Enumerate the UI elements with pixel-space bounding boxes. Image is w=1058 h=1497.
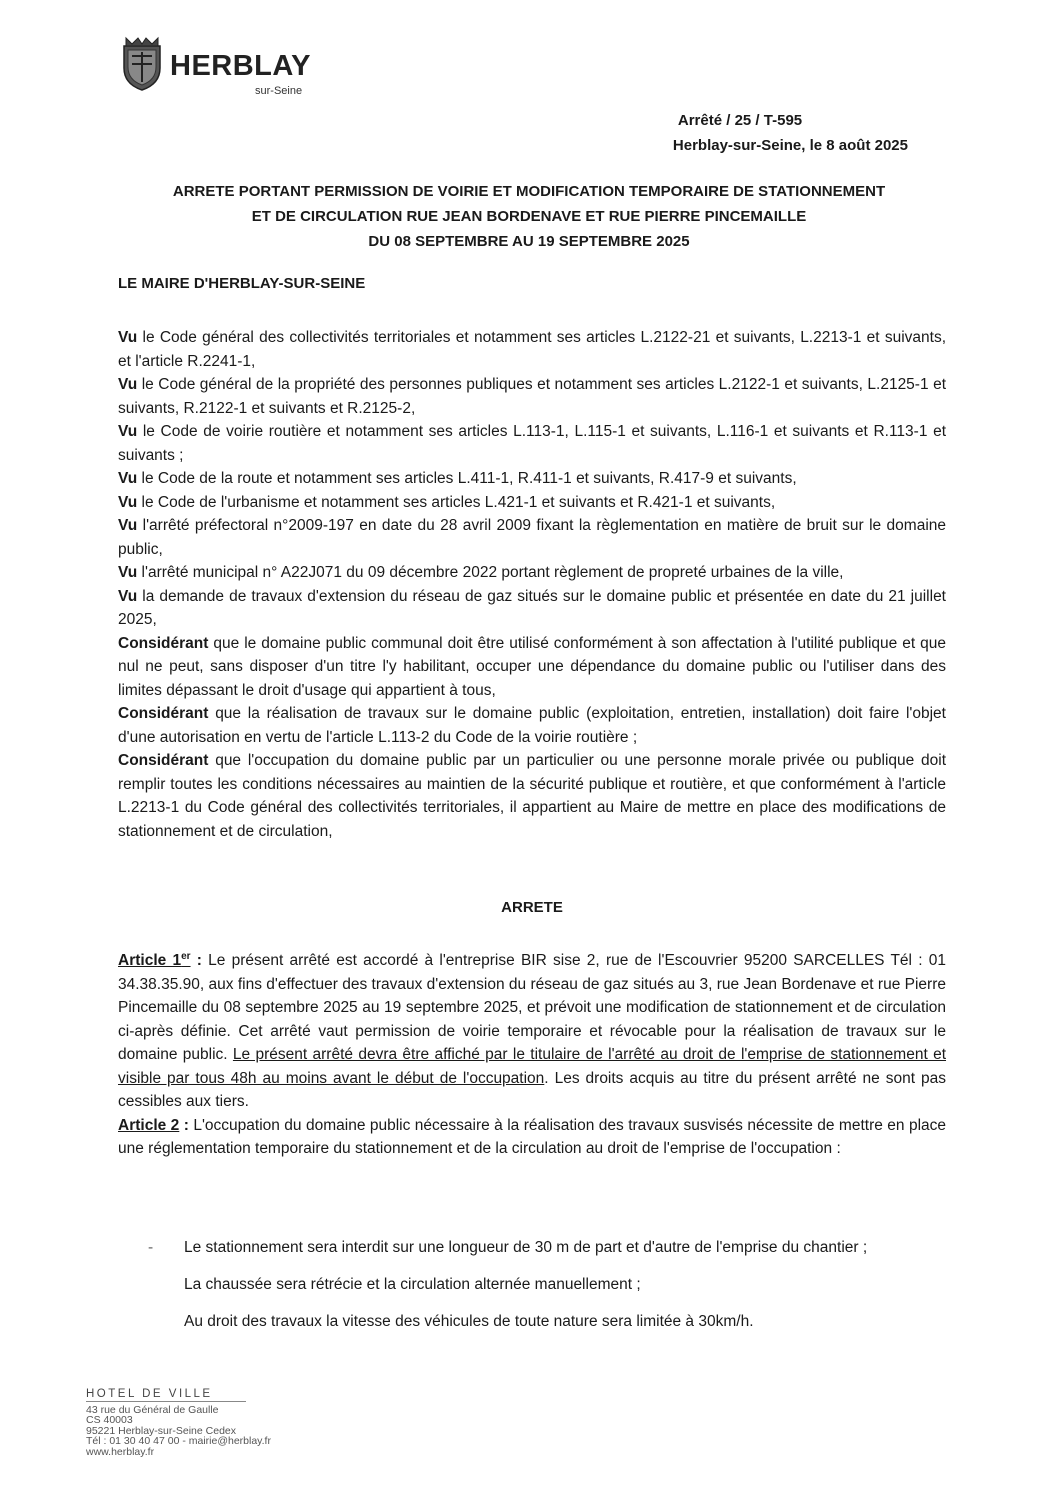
city-coat-of-arms-icon [118, 34, 166, 92]
visa-paragraph: Vu le Code général des collectivités territoriales et notamment ses articles L.2122-21 et suivants, L.2213-1 et suivants, et l'article R.2241-1, [118, 329, 946, 370]
decree-number: Arrêté / 25 / T-595 [677, 112, 803, 129]
consideration-paragraph: Considérant que le domaine public communal doit être utilisé conformément à son affectation à l'utilité publique et que nul ne peut, sans disposer d'un titre l'y habilitant, occuper une dépendance du domaine public ou l'utiliser dans des limites dépassant le droit d'usage qui appartient à tous, [118, 634, 946, 699]
visa-paragraph: Vu le Code de la route et notamment ses articles L.411-1, R.411-1 et suivants, R.417-9 et suivants, [118, 470, 797, 487]
visa-paragraph: Vu l'arrêté préfectoral n°2009-197 en date du 28 avril 2009 fixant la règlementation en matière de bruit sur le domaine public, [118, 517, 946, 558]
list-item: Au droit des travaux la vitesse des véhicules de toute nature sera limitée à 30km/h. [184, 1313, 754, 1330]
place-date: Herblay-sur-Seine, le 8 août 2025 [672, 137, 908, 154]
article-1-label: Article 1er [118, 951, 191, 970]
logo-subtitle: sur-Seine [255, 85, 303, 97]
articles-section [118, 945, 946, 1161]
visa-paragraph: Vu l'arrêté municipal n° A22J071 du 09 décembre 2022 portant règlement de propreté urbaines de la ville, [118, 564, 844, 581]
consideration-paragraph: Considérant que la réalisation de travaux sur le domaine public (exploitation, entretien, installation) doit faire l'objet d'une autorisation en vertu de l'article L.113-2 du Code de la voirie routière ; [118, 705, 946, 746]
city-logo [118, 30, 338, 102]
visas-section [118, 326, 946, 843]
list-item: La chaussée sera rétrécie et la circulation alternée manuellement ; [184, 1276, 641, 1293]
footer-website: www.herblay.fr [86, 1445, 155, 1458]
footer-cs: CS 40003 [86, 1414, 133, 1426]
footer-city: 95221 Herblay-sur-Seine Cedex [86, 1424, 236, 1437]
article-1: Article 1er : Le présent arrêté est accordé à l'entreprise BIR sise 2, rue de l'Escouvrier 95200 SARCELLES Tél : 01 34.38.35.90, aux fins d'effectuer des travaux d'extension du réseau de gaz situés au 3, rue Jean Bordenave et rue Pierre Pincemaille du 08 septembre 2025 au 19 septembre 2025, et prévoit une modification de stationnement et de circulation ci-après définie. Cet arrêté vaut permission de voirie temporaire et révocable pour la réalisation de travaux sur le domaine public. Le présent arrêté devra être affiché par le titulaire de l'arrêté au droit de l'emprise de stationnement et visible par tous 48h au moins avant le début de l'occupation. Les droits acquis au titre du présent arrêté ne sont pas cessibles aux tiers. [118, 951, 947, 1111]
document-title [118, 179, 940, 254]
list-dash: - [148, 1239, 154, 1256]
article-2-label: Article 2 [118, 1116, 180, 1134]
footer-title: HOTEL DE VILLE [86, 1389, 246, 1402]
reference-block [673, 108, 908, 158]
arrete-heading: ARRETE [501, 899, 563, 916]
measures-list [118, 1229, 946, 1340]
mayor-heading: LE MAIRE D'HERBLAY-SUR-SEINE [118, 275, 366, 292]
town-hall-footer [86, 1389, 271, 1457]
visa-paragraph: Vu le Code de l'urbanisme et notamment ses articles L.421-1 et suivants et R.421-1 et suivants, [118, 493, 776, 511]
visa-paragraph: Vu le Code de voirie routière et notamment ses articles L.113-1, L.115-1 et suivants, L.116-1 et suivants et R.113-1 et suivants ; [118, 423, 946, 464]
title-line-1: ARRETE PORTANT PERMISSION DE VOIRIE ET MODIFICATION TEMPORAIRE DE STATIONNEMENT [172, 183, 886, 200]
visa-paragraph: Vu le Code général de la propriété des personnes publiques et notamment ses articles L.2122-1 et suivants, L.2125-1 et suivants, R.2122-1 et suivants et R.2125-2, [118, 376, 946, 417]
logo-name: HERBLAY [170, 50, 312, 82]
visa-paragraph: Vu la demande de travaux d'extension du réseau de gaz situés sur le domaine public et présentée en date du 21 juillet 2025, [118, 587, 946, 628]
footer-contact: Tél : 01 30 40 47 00 - mairie@herblay.fr [86, 1435, 271, 1447]
posting-requirement: Le présent arrêté devra être affiché par le titulaire de l'arrêté au droit de l'emprise de stationnement et visible par tous 48h au moins avant le début de l'occupation [118, 1046, 947, 1087]
title-line-2: ET DE CIRCULATION RUE JEAN BORDENAVE ET RUE PIERRE PINCEMAILLE [251, 208, 807, 225]
footer-address: 43 rue du Général de Gaulle [86, 1403, 219, 1416]
consideration-paragraph: Considérant que l'occupation du domaine public par un particulier ou une personne morale privée ou publique doit remplir toutes les conditions nécessaires au maintien de la sécurité publique et routière, et que conformément à l'article L.2213-1 du Code général des collectivités territoriales, il appartient au Maire de mettre en place des modifications de stationnement et de circulation, [118, 752, 946, 840]
title-line-3: DU 08 SEPTEMBRE AU 19 SEPTEMBRE 2025 [368, 233, 690, 250]
article-2: Article 2 : L'occupation du domaine public nécessaire à la réalisation des travaux susvisés nécessite de mettre en place une réglementation temporaire du stationnement et de la circulation au droit de l'emprise de l'occupation : [118, 1116, 946, 1158]
list-item: - Le stationnement sera interdit sur une longueur de 30 m de part et d'autre de l'emprise du chantier ; [118, 1229, 946, 1266]
